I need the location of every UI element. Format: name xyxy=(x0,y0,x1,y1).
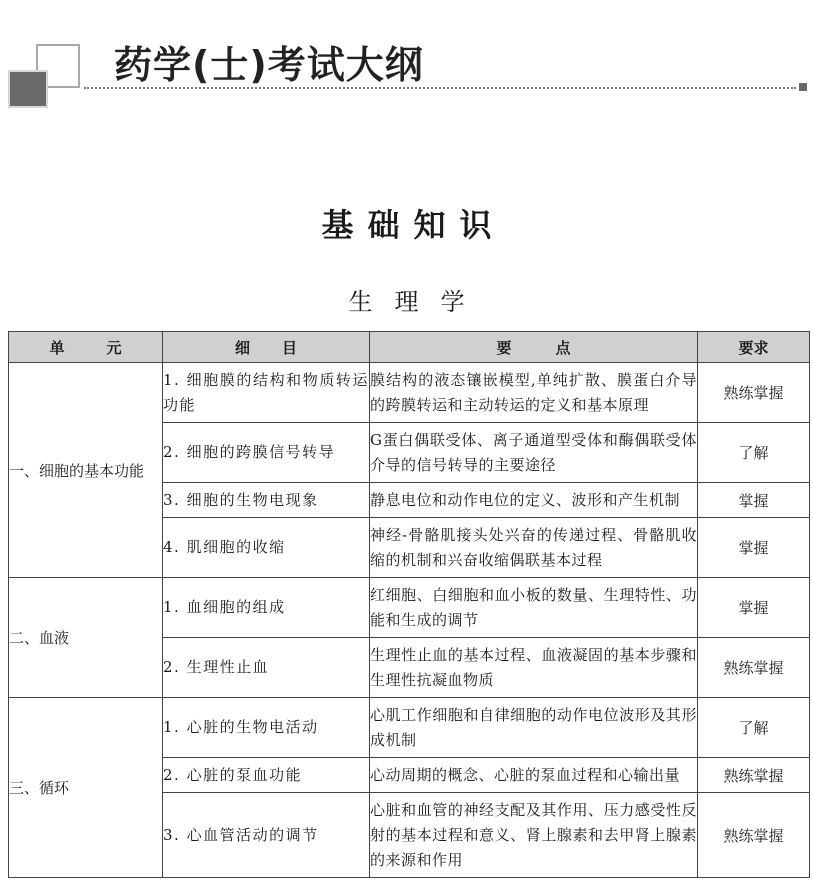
header-rule-end-square xyxy=(799,83,807,91)
table-row xyxy=(9,578,810,638)
point-cell: G蛋白偶联受体、离子通道型受体和酶偶联受体介导的信号转导的主要途径 xyxy=(370,423,698,483)
header-decor-filled-square xyxy=(8,70,48,108)
point-cell: 生理性止血的基本过程、血液凝固的基本步骤和生理性抗凝血物质 xyxy=(370,638,698,698)
requirement-cell: 熟练掌握 xyxy=(698,793,810,878)
item-cell: 4. 肌细胞的收缩 xyxy=(163,518,370,578)
table-row xyxy=(9,363,810,423)
item-cell: 3. 细胞的生物电现象 xyxy=(163,483,370,518)
item-cell: 2. 生理性止血 xyxy=(163,638,370,698)
point-cell: 红细胞、白细胞和血小板的数量、生理特性、功能和生成的调节 xyxy=(370,578,698,638)
requirement-cell: 了解 xyxy=(698,698,810,758)
column-header-unit: 单元 xyxy=(9,332,163,363)
point-cell: 神经-骨骼肌接头处兴奋的传递过程、骨骼肌收缩的机制和兴奋收缩偶联基本过程 xyxy=(370,518,698,578)
requirement-cell: 掌握 xyxy=(698,578,810,638)
requirement-cell: 熟练掌握 xyxy=(698,638,810,698)
item-cell: 2. 细胞的跨膜信号转导 xyxy=(163,423,370,483)
point-cell: 心脏和血管的神经支配及其作用、压力感受性反射的基本过程和意义、肾上腺素和去甲肾上腺素的来源和作用 xyxy=(370,793,698,878)
column-header-item: 细目 xyxy=(163,332,370,363)
item-cell: 1. 血细胞的组成 xyxy=(163,578,370,638)
table-row xyxy=(9,698,810,758)
unit-cell: 二、血液 xyxy=(9,578,163,698)
requirement-cell: 熟练掌握 xyxy=(698,363,810,423)
point-cell: 心肌工作细胞和自律细胞的动作电位波形及其形成机制 xyxy=(370,698,698,758)
point-cell: 膜结构的液态镶嵌模型,单纯扩散、膜蛋白介导的跨膜转运和主动转运的定义和基本原理 xyxy=(370,363,698,423)
item-cell: 2. 心脏的泵血功能 xyxy=(163,758,370,793)
subject-title: 生理学 xyxy=(348,288,487,316)
table-header-row xyxy=(9,332,810,363)
column-header-requirement: 要求 xyxy=(698,332,810,363)
unit-cell: 三、循环 xyxy=(9,698,163,878)
item-cell: 1. 心脏的生物电活动 xyxy=(163,698,370,758)
point-cell: 静息电位和动作电位的定义、波形和产生机制 xyxy=(370,483,698,518)
point-cell: 心动周期的概念、心脏的泵血过程和心输出量 xyxy=(370,758,698,793)
column-header-point: 要点 xyxy=(370,332,698,363)
header-title: 药学(士)考试大纲 xyxy=(114,43,424,87)
syllabus-table xyxy=(8,331,810,878)
requirement-cell: 了解 xyxy=(698,423,810,483)
item-cell: 3. 心血管活动的调节 xyxy=(163,793,370,878)
header-dotted-rule xyxy=(84,87,796,89)
item-cell: 1. 细胞膜的结构和物质转运功能 xyxy=(163,363,370,423)
requirement-cell: 掌握 xyxy=(698,483,810,518)
unit-cell: 一、细胞的基本功能 xyxy=(9,363,163,578)
requirement-cell: 熟练掌握 xyxy=(698,758,810,793)
section-title: 基础知识 xyxy=(321,206,506,244)
requirement-cell: 掌握 xyxy=(698,518,810,578)
